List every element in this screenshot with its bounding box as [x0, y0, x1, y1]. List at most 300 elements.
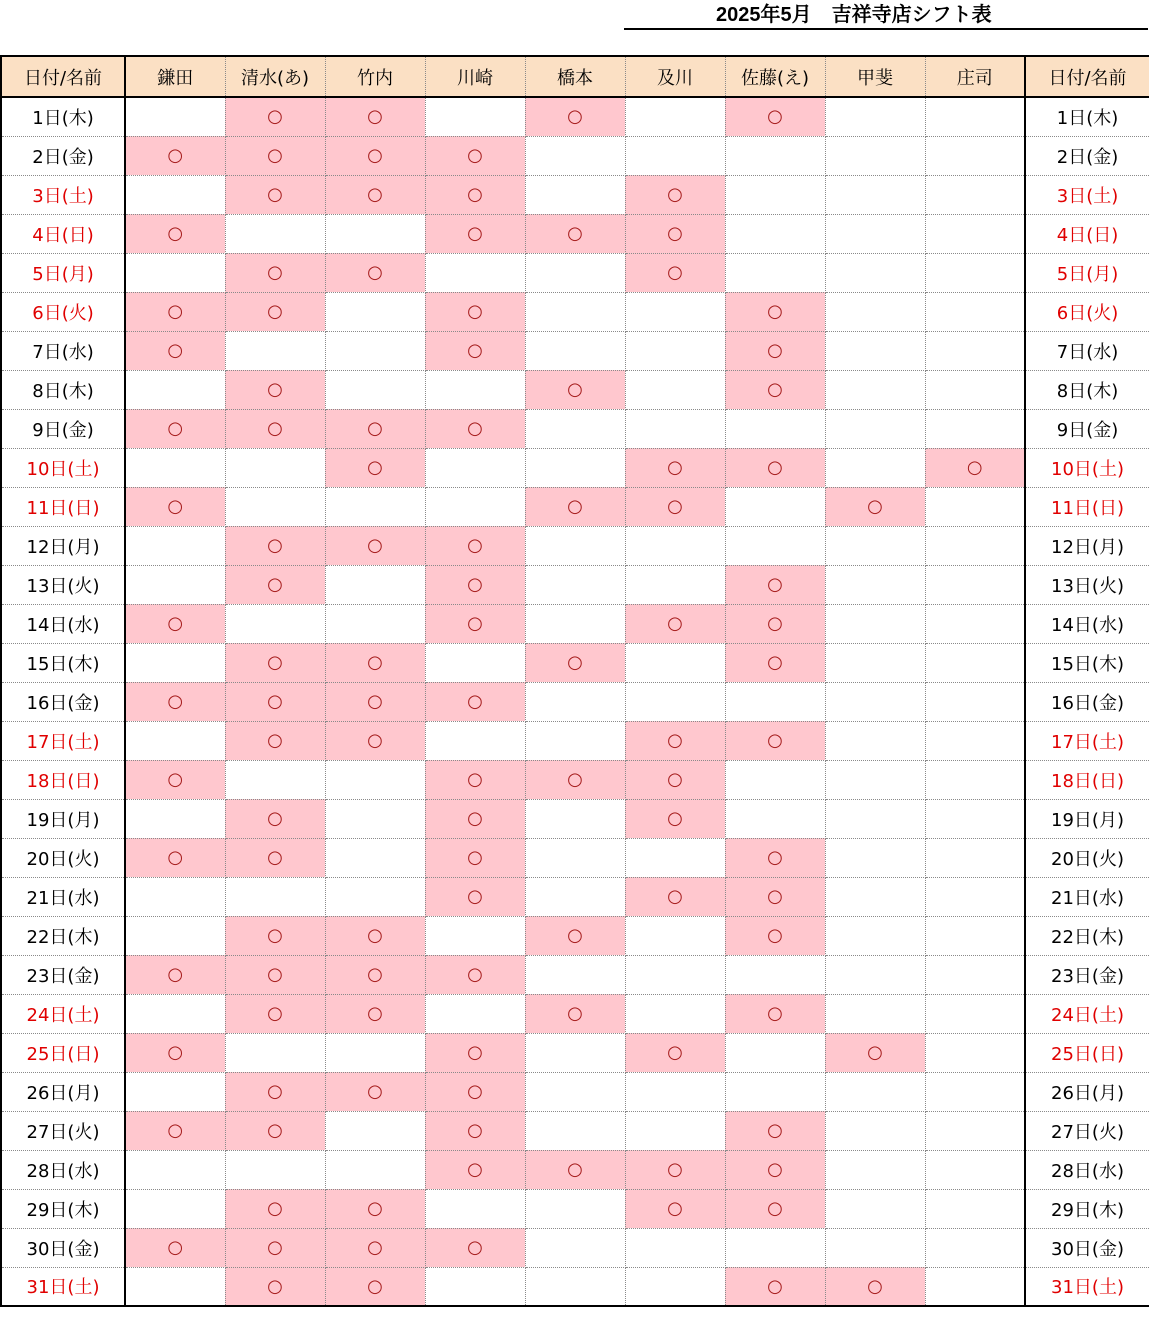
shift-cell[interactable] [925, 487, 1025, 526]
shift-cell[interactable] [125, 682, 225, 721]
shift-cell[interactable] [425, 526, 525, 565]
shift-cell[interactable] [125, 175, 225, 214]
shift-cell[interactable] [825, 604, 925, 643]
shift-cell[interactable] [325, 643, 425, 682]
shift-cell[interactable] [625, 838, 725, 877]
shift-cell[interactable] [925, 370, 1025, 409]
shift-cell[interactable] [825, 799, 925, 838]
shift-cell[interactable] [525, 994, 625, 1033]
shift-cell[interactable] [325, 1189, 425, 1228]
shift-cell[interactable] [525, 604, 625, 643]
shift-cell[interactable] [725, 1228, 825, 1267]
shift-cell[interactable] [425, 721, 525, 760]
shift-cell[interactable] [425, 370, 525, 409]
shift-cell[interactable] [225, 97, 325, 136]
shift-cell[interactable] [425, 331, 525, 370]
shift-cell[interactable] [225, 994, 325, 1033]
shift-cell[interactable] [525, 370, 625, 409]
shift-cell[interactable] [925, 97, 1025, 136]
shift-cell[interactable] [925, 643, 1025, 682]
shift-cell[interactable] [925, 604, 1025, 643]
shift-cell[interactable] [525, 1111, 625, 1150]
shift-cell[interactable] [825, 721, 925, 760]
shift-cell[interactable] [525, 487, 625, 526]
shift-cell[interactable] [225, 760, 325, 799]
shift-cell[interactable] [825, 643, 925, 682]
shift-cell[interactable] [725, 136, 825, 175]
shift-cell[interactable] [625, 409, 725, 448]
shift-cell[interactable] [625, 292, 725, 331]
shift-cell[interactable] [925, 331, 1025, 370]
shift-cell[interactable] [225, 448, 325, 487]
shift-cell[interactable] [125, 877, 225, 916]
shift-cell[interactable] [425, 97, 525, 136]
shift-cell[interactable] [725, 643, 825, 682]
shift-cell[interactable] [425, 1267, 525, 1306]
shift-cell[interactable] [825, 760, 925, 799]
shift-cell[interactable] [725, 448, 825, 487]
shift-cell[interactable] [125, 526, 225, 565]
shift-cell[interactable] [325, 1267, 425, 1306]
shift-cell[interactable] [425, 604, 525, 643]
shift-cell[interactable] [125, 994, 225, 1033]
shift-cell[interactable] [925, 1111, 1025, 1150]
shift-cell[interactable] [925, 994, 1025, 1033]
shift-cell[interactable] [725, 253, 825, 292]
shift-cell[interactable] [725, 1033, 825, 1072]
shift-cell[interactable] [525, 292, 625, 331]
date-cell-right: 31日(土) [1025, 1267, 1149, 1306]
shift-cell[interactable] [225, 565, 325, 604]
shift-cell[interactable] [925, 175, 1025, 214]
shift-cell[interactable] [925, 214, 1025, 253]
shift-cell[interactable] [525, 1033, 625, 1072]
shift-cell[interactable] [625, 682, 725, 721]
shift-cell[interactable] [425, 1228, 525, 1267]
shift-cell[interactable] [125, 721, 225, 760]
shift-cell[interactable] [525, 97, 625, 136]
shift-cell[interactable] [425, 994, 525, 1033]
shift-cell[interactable] [425, 565, 525, 604]
shift-cell[interactable] [525, 838, 625, 877]
shift-cell[interactable] [725, 409, 825, 448]
shift-cell[interactable] [325, 175, 425, 214]
shift-cell[interactable] [125, 1072, 225, 1111]
shift-cell[interactable] [225, 1267, 325, 1306]
shift-cell[interactable] [125, 214, 225, 253]
shift-mark: ○ [167, 769, 184, 790]
shift-cell[interactable] [425, 955, 525, 994]
shift-cell[interactable] [425, 838, 525, 877]
shift-cell[interactable] [825, 370, 925, 409]
shift-mark: ○ [867, 496, 883, 517]
date-cell-right: 9日(金) [1025, 409, 1149, 448]
shift-cell[interactable] [325, 331, 425, 370]
shift-cell[interactable] [425, 136, 525, 175]
shift-cell[interactable] [725, 1072, 825, 1111]
shift-cell[interactable] [525, 175, 625, 214]
shift-cell[interactable] [725, 838, 825, 877]
shift-cell[interactable] [325, 877, 425, 916]
shift-cell[interactable] [725, 331, 825, 370]
shift-cell[interactable] [325, 1033, 425, 1072]
shift-cell[interactable] [525, 526, 625, 565]
shift-cell[interactable] [825, 526, 925, 565]
shift-cell[interactable] [925, 1033, 1025, 1072]
shift-cell[interactable] [825, 97, 925, 136]
shift-cell[interactable] [825, 253, 925, 292]
shift-cell[interactable] [525, 448, 625, 487]
shift-cell[interactable] [525, 643, 625, 682]
shift-cell[interactable] [425, 253, 525, 292]
shift-mark: ○ [467, 340, 483, 361]
shift-cell[interactable] [525, 1228, 625, 1267]
shift-cell[interactable] [525, 799, 625, 838]
shift-cell[interactable] [925, 916, 1025, 955]
shift-cell[interactable] [525, 1267, 625, 1306]
shift-cell[interactable] [425, 1150, 525, 1189]
shift-cell[interactable] [625, 760, 725, 799]
shift-cell[interactable] [525, 136, 625, 175]
shift-cell[interactable] [625, 97, 725, 136]
shift-cell[interactable] [325, 136, 425, 175]
shift-cell[interactable] [625, 916, 725, 955]
shift-cell[interactable] [325, 1150, 425, 1189]
shift-cell[interactable] [925, 565, 1025, 604]
shift-cell[interactable] [625, 448, 725, 487]
shift-cell[interactable] [125, 643, 225, 682]
shift-cell[interactable] [725, 1267, 825, 1306]
shift-cell[interactable] [225, 799, 325, 838]
shift-cell[interactable] [625, 370, 725, 409]
shift-cell[interactable] [125, 136, 225, 175]
shift-cell[interactable] [925, 448, 1025, 487]
shift-cell[interactable] [125, 448, 225, 487]
shift-cell[interactable] [125, 292, 225, 331]
shift-cell[interactable] [525, 1072, 625, 1111]
shift-cell[interactable] [225, 526, 325, 565]
shift-cell[interactable] [825, 682, 925, 721]
shift-mark: ○ [367, 262, 383, 283]
shift-cell[interactable] [425, 799, 525, 838]
shift-cell[interactable] [825, 136, 925, 175]
shift-cell[interactable] [625, 1267, 725, 1306]
shift-cell[interactable] [325, 604, 425, 643]
shift-cell[interactable] [525, 214, 625, 253]
shift-cell[interactable] [625, 799, 725, 838]
shift-cell[interactable] [225, 604, 325, 643]
shift-cell[interactable] [825, 1267, 925, 1306]
shift-cell[interactable] [625, 253, 725, 292]
shift-cell[interactable] [925, 955, 1025, 994]
shift-mark: ○ [167, 691, 184, 712]
shift-cell[interactable] [325, 565, 425, 604]
shift-mark: ○ [467, 1237, 483, 1258]
shift-cell[interactable] [125, 331, 225, 370]
shift-cell[interactable] [925, 799, 1025, 838]
shift-cell[interactable] [225, 370, 325, 409]
shift-cell[interactable] [925, 1228, 1025, 1267]
shift-cell[interactable] [225, 682, 325, 721]
shift-cell[interactable] [625, 487, 725, 526]
shift-cell[interactable] [925, 253, 1025, 292]
shift-cell[interactable] [225, 1072, 325, 1111]
shift-cell[interactable] [625, 994, 725, 1033]
shift-cell[interactable] [325, 292, 425, 331]
shift-cell[interactable] [725, 604, 825, 643]
shift-cell[interactable] [225, 1228, 325, 1267]
shift-cell[interactable] [925, 136, 1025, 175]
shift-cell[interactable] [225, 916, 325, 955]
shift-cell[interactable] [425, 682, 525, 721]
shift-cell[interactable] [325, 916, 425, 955]
shift-cell[interactable] [125, 1033, 225, 1072]
shift-cell[interactable] [125, 253, 225, 292]
shift-cell[interactable] [225, 1150, 325, 1189]
shift-cell[interactable] [825, 916, 925, 955]
shift-cell[interactable] [725, 292, 825, 331]
shift-cell[interactable] [125, 838, 225, 877]
shift-cell[interactable] [625, 1072, 725, 1111]
shift-cell[interactable] [725, 721, 825, 760]
shift-mark: ○ [267, 418, 283, 439]
shift-cell[interactable] [725, 214, 825, 253]
shift-cell[interactable] [225, 643, 325, 682]
shift-cell[interactable] [725, 487, 825, 526]
shift-cell[interactable] [125, 565, 225, 604]
shift-cell[interactable] [525, 253, 625, 292]
shift-cell[interactable] [725, 370, 825, 409]
shift-cell[interactable] [725, 1150, 825, 1189]
shift-cell[interactable] [225, 1111, 325, 1150]
shift-cell[interactable] [725, 175, 825, 214]
shift-cell[interactable] [225, 409, 325, 448]
shift-cell[interactable] [625, 721, 725, 760]
shift-cell[interactable] [525, 565, 625, 604]
shift-cell[interactable] [925, 292, 1025, 331]
shift-cell[interactable] [125, 760, 225, 799]
shift-cell[interactable] [625, 1111, 725, 1150]
shift-cell[interactable] [125, 1150, 225, 1189]
shift-cell[interactable] [325, 1072, 425, 1111]
shift-cell[interactable] [725, 526, 825, 565]
shift-cell[interactable] [825, 1228, 925, 1267]
shift-cell[interactable] [725, 916, 825, 955]
shift-cell[interactable] [225, 331, 325, 370]
shift-cell[interactable] [225, 838, 325, 877]
shift-cell[interactable] [825, 448, 925, 487]
shift-cell[interactable] [125, 97, 225, 136]
shift-cell[interactable] [925, 1072, 1025, 1111]
shift-cell[interactable] [825, 565, 925, 604]
shift-cell[interactable] [425, 1111, 525, 1150]
shift-cell[interactable] [625, 955, 725, 994]
shift-cell[interactable] [625, 877, 725, 916]
shift-cell[interactable] [625, 136, 725, 175]
shift-cell[interactable] [925, 1189, 1025, 1228]
shift-cell[interactable] [225, 487, 325, 526]
shift-cell[interactable] [625, 643, 725, 682]
shift-cell[interactable] [825, 214, 925, 253]
shift-cell[interactable] [325, 838, 425, 877]
shift-cell[interactable] [325, 253, 425, 292]
shift-cell[interactable] [325, 448, 425, 487]
shift-cell[interactable] [425, 409, 525, 448]
shift-cell[interactable] [325, 955, 425, 994]
shift-mark: ○ [267, 106, 283, 128]
shift-cell[interactable] [925, 760, 1025, 799]
date-cell-right: 11日(日) [1025, 487, 1149, 526]
shift-cell[interactable] [425, 1033, 525, 1072]
shift-cell[interactable] [525, 877, 625, 916]
shift-cell[interactable] [125, 1267, 225, 1306]
shift-cell[interactable] [325, 760, 425, 799]
shift-cell[interactable] [325, 97, 425, 136]
shift-cell[interactable] [225, 721, 325, 760]
shift-cell[interactable] [725, 799, 825, 838]
shift-cell[interactable] [725, 1111, 825, 1150]
shift-cell[interactable] [325, 487, 425, 526]
shift-cell[interactable] [825, 955, 925, 994]
shift-cell[interactable] [325, 1111, 425, 1150]
shift-mark: ○ [767, 340, 783, 361]
shift-cell[interactable] [625, 1033, 725, 1072]
shift-cell[interactable] [425, 175, 525, 214]
shift-cell[interactable] [625, 1189, 725, 1228]
shift-cell[interactable] [225, 175, 325, 214]
shift-cell[interactable] [725, 565, 825, 604]
shift-cell[interactable] [925, 526, 1025, 565]
shift-cell[interactable] [425, 448, 525, 487]
shift-cell[interactable] [925, 1267, 1025, 1306]
shift-cell[interactable] [125, 955, 225, 994]
shift-cell[interactable] [425, 1189, 525, 1228]
shift-cell[interactable] [825, 409, 925, 448]
shift-cell[interactable] [825, 1150, 925, 1189]
shift-cell[interactable] [125, 1189, 225, 1228]
shift-cell[interactable] [325, 526, 425, 565]
shift-cell[interactable] [825, 877, 925, 916]
shift-cell[interactable] [725, 97, 825, 136]
shift-cell[interactable] [325, 214, 425, 253]
shift-cell[interactable] [525, 682, 625, 721]
date-cell-right: 18日(日) [1025, 760, 1149, 799]
shift-cell[interactable] [825, 292, 925, 331]
shift-cell[interactable] [125, 487, 225, 526]
shift-cell[interactable] [825, 175, 925, 214]
shift-cell[interactable] [625, 526, 725, 565]
shift-cell[interactable] [325, 994, 425, 1033]
shift-cell[interactable] [125, 1228, 225, 1267]
shift-cell[interactable] [325, 409, 425, 448]
shift-cell[interactable] [725, 994, 825, 1033]
shift-cell[interactable] [125, 370, 225, 409]
shift-cell[interactable] [525, 955, 625, 994]
shift-cell[interactable] [225, 292, 325, 331]
shift-cell[interactable] [425, 292, 525, 331]
shift-cell[interactable] [425, 760, 525, 799]
shift-cell[interactable] [225, 955, 325, 994]
shift-cell[interactable] [525, 760, 625, 799]
shift-mark: ○ [767, 574, 783, 595]
shift-cell[interactable] [125, 799, 225, 838]
shift-cell[interactable] [625, 175, 725, 214]
shift-cell[interactable] [825, 1189, 925, 1228]
shift-cell[interactable] [325, 1228, 425, 1267]
date-cell-right: 14日(水) [1025, 604, 1149, 643]
shift-cell[interactable] [225, 877, 325, 916]
shift-cell[interactable] [525, 331, 625, 370]
shift-cell[interactable] [625, 214, 725, 253]
shift-cell[interactable] [525, 916, 625, 955]
shift-cell[interactable] [725, 955, 825, 994]
shift-cell[interactable] [625, 331, 725, 370]
shift-cell[interactable] [225, 1033, 325, 1072]
shift-mark: ○ [367, 418, 383, 439]
shift-cell[interactable] [725, 877, 825, 916]
date-cell-right: 20日(火) [1025, 838, 1149, 877]
shift-cell[interactable] [425, 916, 525, 955]
shift-cell[interactable] [925, 838, 1025, 877]
shift-cell[interactable] [125, 916, 225, 955]
shift-cell[interactable] [525, 1189, 625, 1228]
shift-cell[interactable] [225, 214, 325, 253]
shift-cell[interactable] [925, 1150, 1025, 1189]
shift-cell[interactable] [925, 682, 1025, 721]
shift-cell[interactable] [225, 253, 325, 292]
shift-cell[interactable] [825, 1111, 925, 1150]
shift-cell[interactable] [825, 838, 925, 877]
date-cell-right: 23日(金) [1025, 955, 1149, 994]
shift-cell[interactable] [625, 604, 725, 643]
shift-cell[interactable] [425, 1072, 525, 1111]
shift-cell[interactable] [825, 331, 925, 370]
shift-cell[interactable] [625, 1150, 725, 1189]
shift-cell[interactable] [825, 1072, 925, 1111]
shift-cell[interactable] [425, 214, 525, 253]
shift-cell[interactable] [925, 721, 1025, 760]
shift-cell[interactable] [725, 760, 825, 799]
shift-cell[interactable] [525, 721, 625, 760]
shift-cell[interactable] [625, 1228, 725, 1267]
shift-cell[interactable] [225, 1189, 325, 1228]
shift-cell[interactable] [325, 799, 425, 838]
shift-cell[interactable] [825, 994, 925, 1033]
shift-cell[interactable] [325, 682, 425, 721]
shift-cell[interactable] [125, 1111, 225, 1150]
shift-cell[interactable] [825, 1033, 925, 1072]
shift-cell[interactable] [825, 487, 925, 526]
shift-cell[interactable] [925, 877, 1025, 916]
shift-cell[interactable] [525, 409, 625, 448]
shift-cell[interactable] [425, 643, 525, 682]
shift-cell[interactable] [425, 487, 525, 526]
date-cell-left: 22日(木) [1, 916, 125, 955]
shift-cell[interactable] [725, 1189, 825, 1228]
shift-mark: ○ [367, 1237, 383, 1258]
shift-mark: ○ [667, 730, 683, 751]
shift-cell[interactable] [925, 409, 1025, 448]
shift-cell[interactable] [125, 409, 225, 448]
shift-cell[interactable] [425, 877, 525, 916]
shift-cell[interactable] [325, 721, 425, 760]
shift-cell[interactable] [525, 1150, 625, 1189]
shift-cell[interactable] [625, 565, 725, 604]
shift-cell[interactable] [125, 604, 225, 643]
shift-cell[interactable] [225, 136, 325, 175]
shift-cell[interactable] [325, 370, 425, 409]
shift-cell[interactable] [725, 682, 825, 721]
